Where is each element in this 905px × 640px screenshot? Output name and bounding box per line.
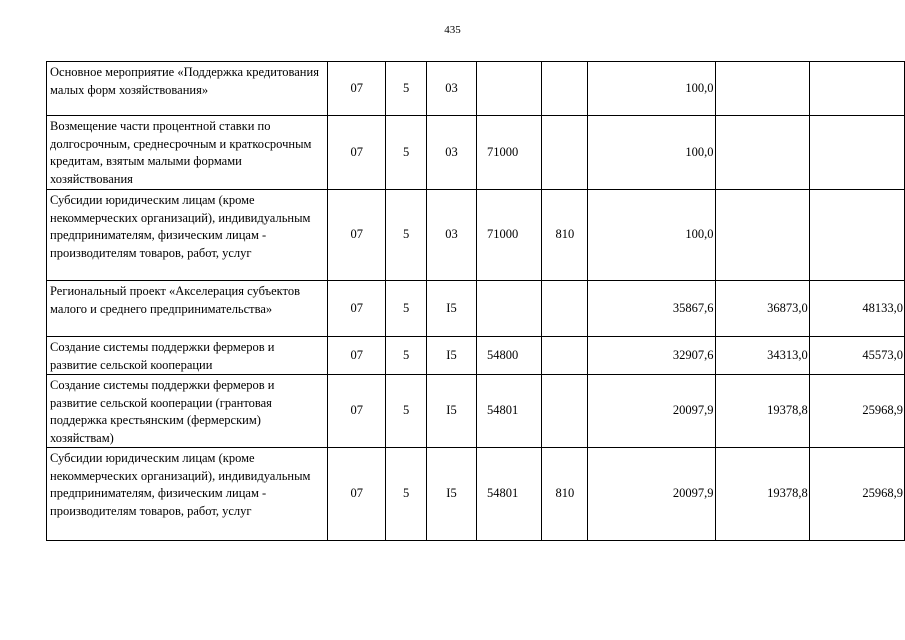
- cell-chapter-code: 07: [328, 62, 386, 116]
- cell-program-code: 5: [386, 281, 427, 337]
- cell-expense-type-code: 810: [542, 190, 588, 281]
- cell-program-code: 5: [386, 62, 427, 116]
- cell-amount-year-3: [809, 190, 904, 281]
- cell-amount-year-1: 100,0: [588, 62, 715, 116]
- cell-program-code: 5: [386, 116, 427, 190]
- cell-amount-year-1: 20097,9: [588, 448, 715, 541]
- budget-table: [46, 61, 905, 541]
- page-number: 435: [444, 24, 461, 36]
- cell-amount-year-2: [715, 62, 809, 116]
- cell-program-code: 5: [386, 190, 427, 281]
- cell-amount-year-2: 19378,8: [715, 375, 809, 448]
- cell-target-code: 54801: [476, 448, 541, 541]
- cell-target-code: [476, 62, 541, 116]
- cell-expense-type-code: [542, 62, 588, 116]
- cell-amount-year-2: 34313,0: [715, 337, 809, 375]
- cell-program-code: 5: [386, 337, 427, 375]
- cell-target-code: 54800: [476, 337, 541, 375]
- cell-expense-type-code: [542, 116, 588, 190]
- cell-amount-year-3: 45573,0: [809, 337, 904, 375]
- cell-amount-year-2: [715, 190, 809, 281]
- cell-expense-type-code: [542, 337, 588, 375]
- cell-target-code: 71000: [476, 116, 541, 190]
- cell-subprogram-code: 03: [427, 190, 477, 281]
- cell-description: Региональный проект «Акселерация субъектов малого и среднего предпринимательства»: [47, 281, 328, 337]
- cell-subprogram-code: 03: [427, 62, 477, 116]
- cell-subprogram-code: I5: [427, 375, 477, 448]
- cell-chapter-code: 07: [328, 375, 386, 448]
- cell-expense-type-code: [542, 375, 588, 448]
- cell-amount-year-3: 25968,9: [809, 448, 904, 541]
- cell-amount-year-1: 32907,6: [588, 337, 715, 375]
- cell-target-code: 54801: [476, 375, 541, 448]
- cell-expense-type-code: [542, 281, 588, 337]
- cell-amount-year-3: [809, 116, 904, 190]
- cell-amount-year-2: 19378,8: [715, 448, 809, 541]
- table-row: [47, 116, 905, 190]
- cell-amount-year-1: 35867,6: [588, 281, 715, 337]
- table-row: [47, 375, 905, 448]
- cell-subprogram-code: I5: [427, 281, 477, 337]
- table-row: [47, 448, 905, 541]
- cell-amount-year-1: 100,0: [588, 190, 715, 281]
- cell-amount-year-3: [809, 62, 904, 116]
- cell-amount-year-3: 48133,0: [809, 281, 904, 337]
- cell-description: Создание системы поддержки фермеров и развитие сельской кооперации (грантовая поддержка крестьянским (фермерским) хозяйствам): [47, 375, 328, 448]
- cell-amount-year-1: 20097,9: [588, 375, 715, 448]
- cell-program-code: 5: [386, 375, 427, 448]
- table-row: [47, 190, 905, 281]
- cell-chapter-code: 07: [328, 190, 386, 281]
- cell-expense-type-code: 810: [542, 448, 588, 541]
- cell-chapter-code: 07: [328, 448, 386, 541]
- cell-amount-year-2: 36873,0: [715, 281, 809, 337]
- cell-amount-year-3: 25968,9: [809, 375, 904, 448]
- cell-description: Создание системы поддержки фермеров и развитие сельской кооперации: [47, 337, 328, 375]
- cell-chapter-code: 07: [328, 116, 386, 190]
- cell-target-code: 71000: [476, 190, 541, 281]
- cell-amount-year-2: [715, 116, 809, 190]
- cell-target-code: [476, 281, 541, 337]
- table-row: [47, 62, 905, 116]
- cell-description: Субсидии юридическим лицам (кроме некоммерческих организаций), индивидуальным предпринимателям, физическим лицам - производителям товаров, работ, услуг: [47, 190, 328, 281]
- cell-amount-year-1: 100,0: [588, 116, 715, 190]
- cell-subprogram-code: 03: [427, 116, 477, 190]
- table-row: [47, 281, 905, 337]
- cell-subprogram-code: I5: [427, 448, 477, 541]
- cell-program-code: 5: [386, 448, 427, 541]
- cell-description: Основное мероприятие «Поддержка кредитования малых форм хозяйствования»: [47, 62, 328, 116]
- cell-subprogram-code: I5: [427, 337, 477, 375]
- table-row: [47, 337, 905, 375]
- cell-description: Возмещение части процентной ставки по долгосрочным, среднесрочным и краткосрочным кредитам, взятым малыми формами хозяйствования: [47, 116, 328, 190]
- cell-chapter-code: 07: [328, 281, 386, 337]
- cell-description: Субсидии юридическим лицам (кроме некоммерческих организаций), индивидуальным предпринимателям, физическим лицам - производителям товаров, работ, услуг: [47, 448, 328, 541]
- cell-chapter-code: 07: [328, 337, 386, 375]
